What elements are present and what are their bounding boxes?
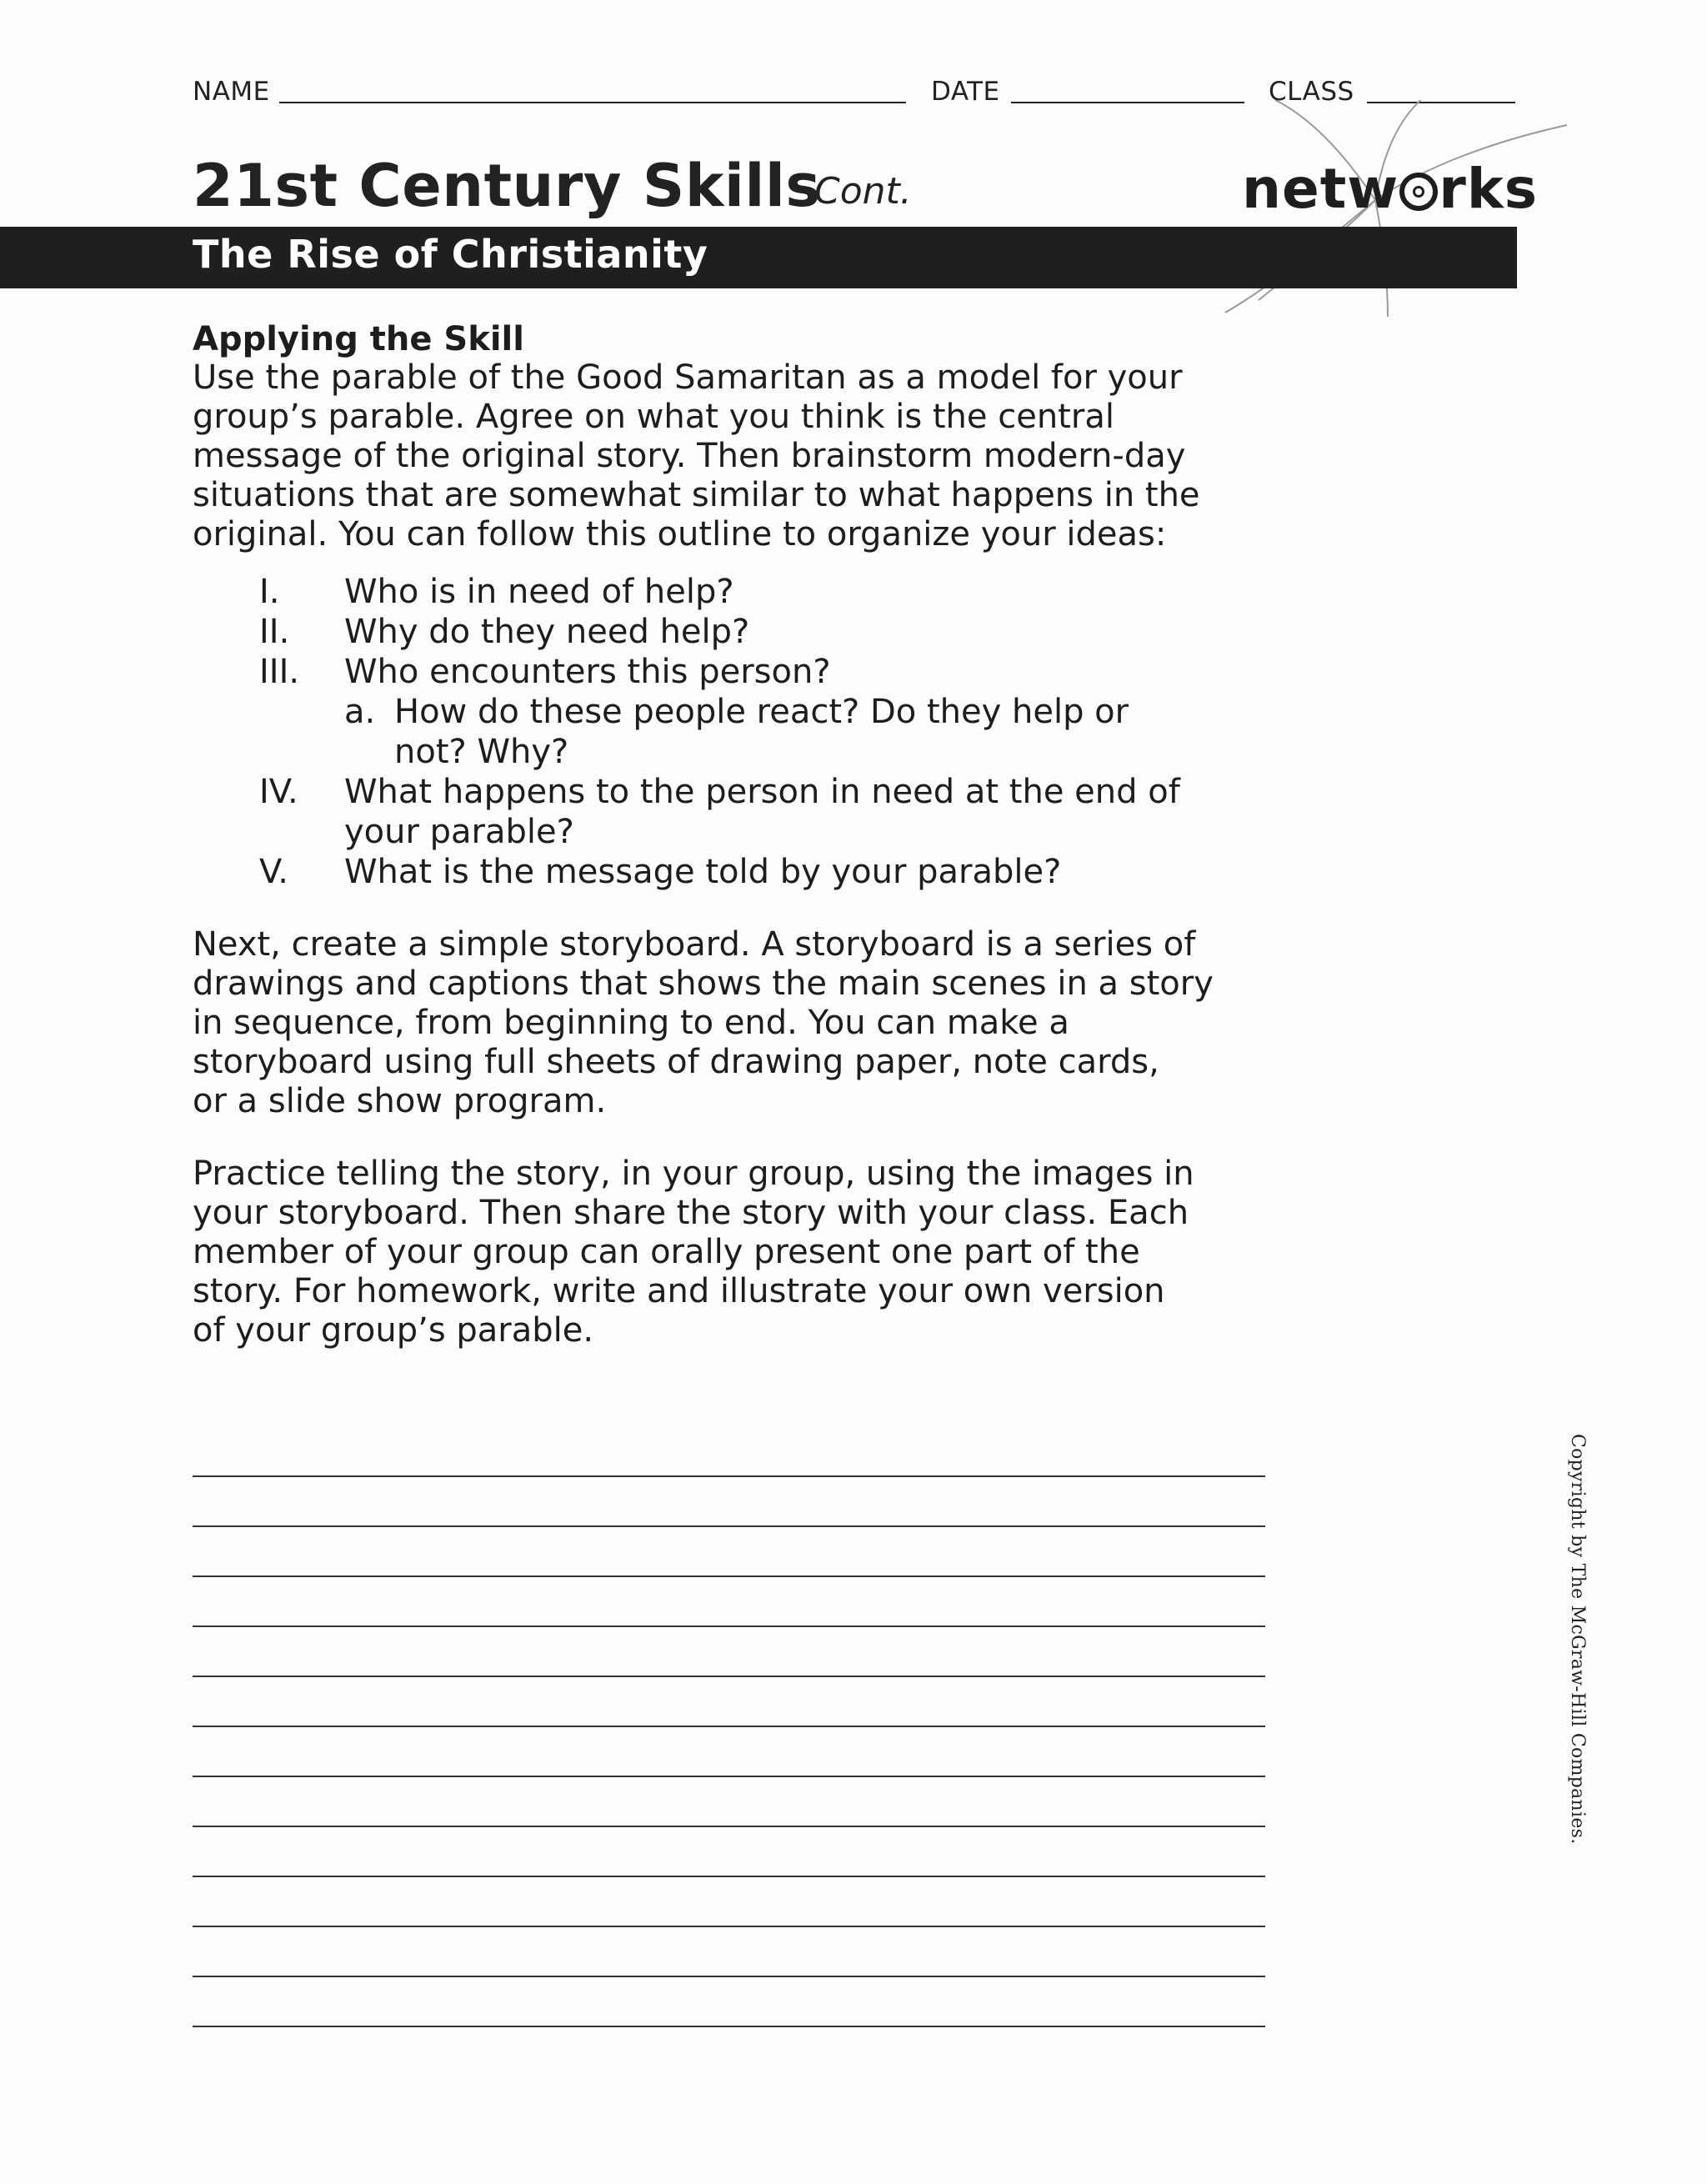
answer-line[interactable] <box>193 1727 1265 1777</box>
text-line: situations that are somewhat similar to what happens in the <box>193 476 1200 514</box>
storyboard-paragraph <box>193 925 1268 1121</box>
text-line: in sequence, from beginning to end. You can make a <box>193 1004 1069 1042</box>
section-title: The Rise of Christianity <box>193 232 708 277</box>
section-heading: Applying the Skill <box>193 320 524 358</box>
text-line: Use the parable of the Good Samaritan as a model for your <box>193 358 1183 397</box>
text-line: original. You can follow this outline to organize your ideas: <box>193 515 1167 554</box>
answer-line[interactable] <box>193 1827 1265 1877</box>
name-label: NAME <box>193 77 270 107</box>
text-line: your storyboard. Then share the story with your class. Each <box>193 1194 1189 1232</box>
class-label: CLASS <box>1269 77 1354 107</box>
text-line: or a slide show program. <box>193 1082 607 1120</box>
answer-line[interactable] <box>193 1527 1265 1577</box>
answer-line[interactable] <box>193 1627 1265 1677</box>
answer-line[interactable] <box>193 1977 1265 2027</box>
answer-line[interactable] <box>193 1777 1265 1827</box>
answer-line[interactable] <box>193 1427 1265 1477</box>
date-label: DATE <box>931 77 1000 107</box>
text-line: member of your group can orally present one part of the <box>193 1233 1140 1271</box>
copyright-notice: Copyright by The McGraw-Hill Companies. <box>1567 1434 1588 1845</box>
text-line: Next, create a simple storyboard. A storyboard is a series of <box>193 925 1196 964</box>
answer-line[interactable] <box>193 1477 1265 1527</box>
practice-paragraph <box>193 1155 1268 1350</box>
text-line: drawings and captions that shows the main scenes in a story <box>193 964 1214 1003</box>
answer-line[interactable] <box>193 1877 1265 1927</box>
logo-target-icon <box>1399 173 1438 211</box>
answer-line[interactable] <box>193 1677 1265 1727</box>
text-line: Practice telling the story, in your group, using the images in <box>193 1155 1194 1193</box>
answer-line[interactable] <box>193 1577 1265 1627</box>
page-title: 21st Century Skills <box>193 152 821 220</box>
text-line: story. For homework, write and illustrate your own version <box>193 1272 1165 1310</box>
intro-paragraph <box>193 358 1268 554</box>
text-line: message of the original story. Then brainstorm modern-day <box>193 437 1186 475</box>
page-title-suffix: Cont. <box>814 170 912 213</box>
answer-line[interactable] <box>193 1927 1265 1977</box>
answer-area[interactable] <box>193 1427 1265 2027</box>
text-line: storyboard using full sheets of drawing paper, note cards, <box>193 1043 1159 1081</box>
text-line: of your group’s parable. <box>193 1311 594 1350</box>
networks-logo: netw rks <box>1242 157 1539 221</box>
name-line[interactable] <box>279 102 906 103</box>
text-line: group’s parable. Agree on what you think is the central <box>193 398 1114 436</box>
section-banner <box>0 227 1517 288</box>
